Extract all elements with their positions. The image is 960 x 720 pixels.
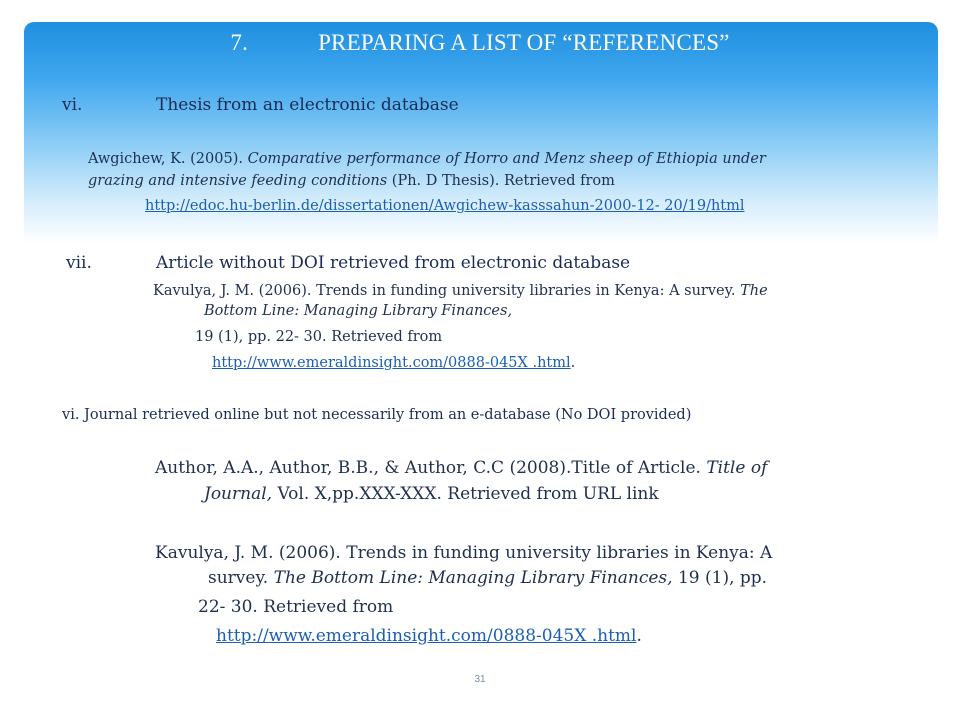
ref-italic: The Bottom Line: Managing Library Finances,	[273, 568, 673, 588]
article-reference-line-1	[153, 283, 768, 299]
ref-text: Awgichew, K. (2005).	[88, 151, 248, 167]
ref-text: (Ph. D Thesis). Retrieved from	[387, 173, 615, 189]
kavulya-example-line-1	[155, 543, 772, 563]
title-text: PREPARING A LIST OF “REFERENCES”	[318, 30, 730, 55]
ref-text: 19 (1), pp.	[672, 568, 768, 588]
section-heading-article	[66, 253, 630, 273]
article-reference-line-2	[204, 303, 512, 319]
ref-italic: The	[740, 283, 768, 299]
journal-example-line-2	[204, 484, 659, 504]
kavulya-example-line-2	[208, 568, 767, 588]
ref-text: Vol. X,pp.XXX-XXX. Retrieved from URL link	[272, 484, 659, 504]
kavulya-url-link[interactable]: http://www.emeraldinsight.com/0888-045X .html	[216, 626, 637, 646]
ref-text: Author, A.A., Author, B.B., & Author, C.C (2008).Title of Article.	[155, 458, 707, 478]
ref-italic: Bottom Line: Managing Library Finances,	[204, 303, 513, 319]
ref-italic: Journal,	[204, 484, 273, 504]
ref-text: survey.	[208, 568, 274, 588]
slide-title	[0, 30, 960, 56]
thesis-reference-line-1	[88, 151, 766, 167]
section-title: vi. Journal retrieved online but not necessarily from an e-database (No DOI provided)	[62, 407, 692, 423]
ref-text: 19 (1), pp. 22- 30. Retrieved from	[195, 329, 443, 345]
ref-text: 22- 30. Retrieved from	[198, 597, 394, 617]
thesis-url-link[interactable]: http://edoc.hu-berlin.de/dissertationen/Awgichew-kasssahun-2000-12- 20/19/html	[145, 198, 745, 214]
section-title: Thesis from an electronic database	[156, 95, 459, 115]
section-title: Article without DOI retrieved from electronic database	[156, 253, 631, 273]
section-heading-thesis	[62, 95, 459, 115]
article-url-line	[212, 355, 575, 371]
url-suffix: .	[636, 626, 642, 646]
journal-example-line-1	[155, 458, 767, 478]
article-url-link[interactable]: http://www.emeraldinsight.com/0888-045X .html	[212, 355, 571, 371]
section-numeral: vi.	[62, 95, 83, 115]
section-heading-journal	[62, 407, 691, 423]
ref-italic: grazing and intensive feeding conditions	[88, 173, 388, 189]
kavulya-example-line-3	[198, 597, 393, 617]
ref-text: Kavulya, J. M. (2006). Trends in funding university libraries in Kenya: A survey.	[153, 283, 741, 299]
title-number: 7.	[230, 30, 249, 55]
page-number: 31	[474, 674, 486, 685]
thesis-reference-line-2	[88, 173, 615, 189]
thesis-url-line	[145, 198, 745, 214]
section-numeral: vii.	[66, 253, 92, 273]
article-reference-line-3	[195, 329, 442, 345]
ref-text: Kavulya, J. M. (2006). Trends in funding university libraries in Kenya: A	[155, 543, 773, 563]
ref-italic: Title of	[706, 458, 768, 478]
kavulya-url-line	[216, 626, 642, 646]
url-suffix: .	[570, 355, 576, 371]
ref-italic: Comparative performance of Horro and Menz sheep of Ethiopia under	[247, 151, 766, 167]
